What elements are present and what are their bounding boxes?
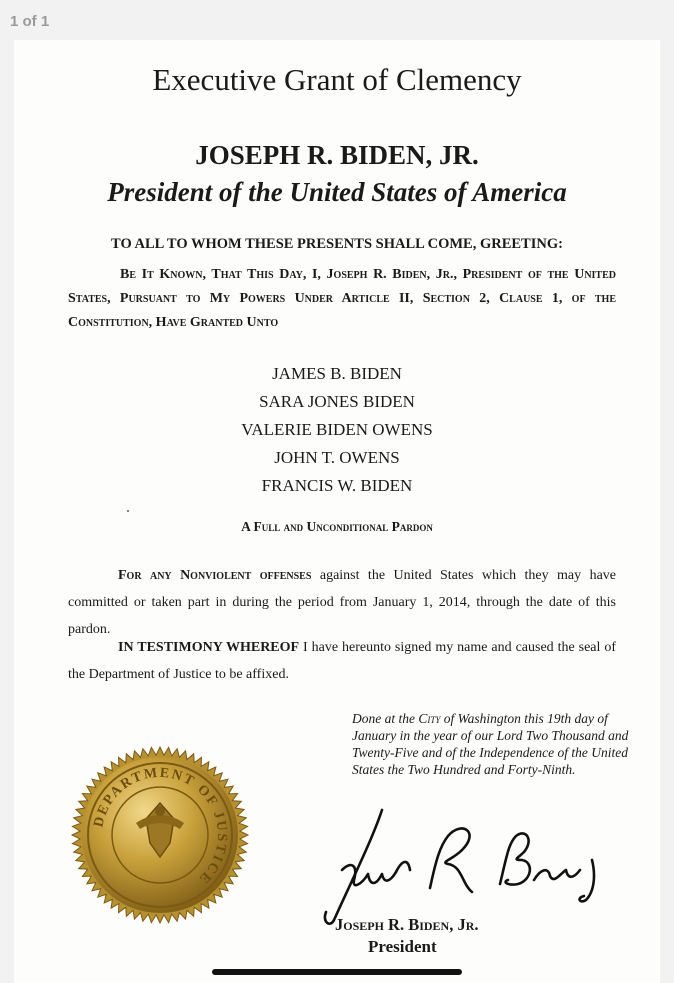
svg-text:DEPARTMENT OF JUSTICE: DEPARTMENT OF JUSTICE [91, 765, 230, 888]
grantee-name: JOHN T. OWENS [274, 448, 400, 467]
grantor-name: JOSEPH R. BIDEN, JR. [195, 140, 479, 170]
grantee-name: VALERIE BIDEN OWENS [241, 420, 433, 439]
president-signature [312, 800, 612, 930]
document-title: Executive Grant of Clemency [152, 62, 522, 97]
offense-paragraph [68, 562, 616, 643]
offense-lead: For any Nonviolent offenses [118, 568, 312, 583]
scan-speck [127, 510, 129, 512]
doj-seal-icon [70, 745, 250, 925]
testimony-paragraph [68, 634, 616, 688]
grantee-name: SARA JONES BIDEN [259, 392, 415, 411]
home-indicator[interactable] [212, 969, 462, 975]
signer-name: Joseph R. Biden, Jr. [335, 915, 479, 934]
signer-title: President [368, 937, 437, 956]
grantee-list [0, 360, 674, 500]
grantor-office: President of the United States of America [107, 177, 567, 207]
grantee-name: FRANCIS W. BIDEN [261, 476, 413, 495]
pardon-type: A Full and Unconditional Pardon [241, 519, 433, 534]
testimony-lead: IN TESTIMONY WHEREOF [118, 640, 300, 655]
offense-text: against the United States which they may have committed or taken part in during the period from January 1, 2014, through the date of this pardon. [68, 568, 616, 637]
proclamation: Be It Known, That This Day, I, Joseph R. Biden, Jr., President of the United States, Pursuant to My Powers Under Article II, Section 2, Clause 1, of the Constitution, Have Granted Unto [68, 267, 616, 330]
greeting: TO ALL TO WHOM THESE PRESENTS SHALL COME, GREETING: [111, 236, 563, 252]
grantee-name: JAMES B. BIDEN [272, 364, 402, 383]
page-counter: 1 of 1 [10, 13, 50, 30]
testimony-text: I have hereunto signed my name and caused the seal of the Department of Justice to be affixed. [68, 640, 616, 682]
done-at-paragraph: Done at the City of Washington this 19th day of January in the year of our Lord Two Thousand and Twenty-Five and of the Independence of the United States the Two Hundred and Forty-Ninth. [352, 711, 629, 777]
